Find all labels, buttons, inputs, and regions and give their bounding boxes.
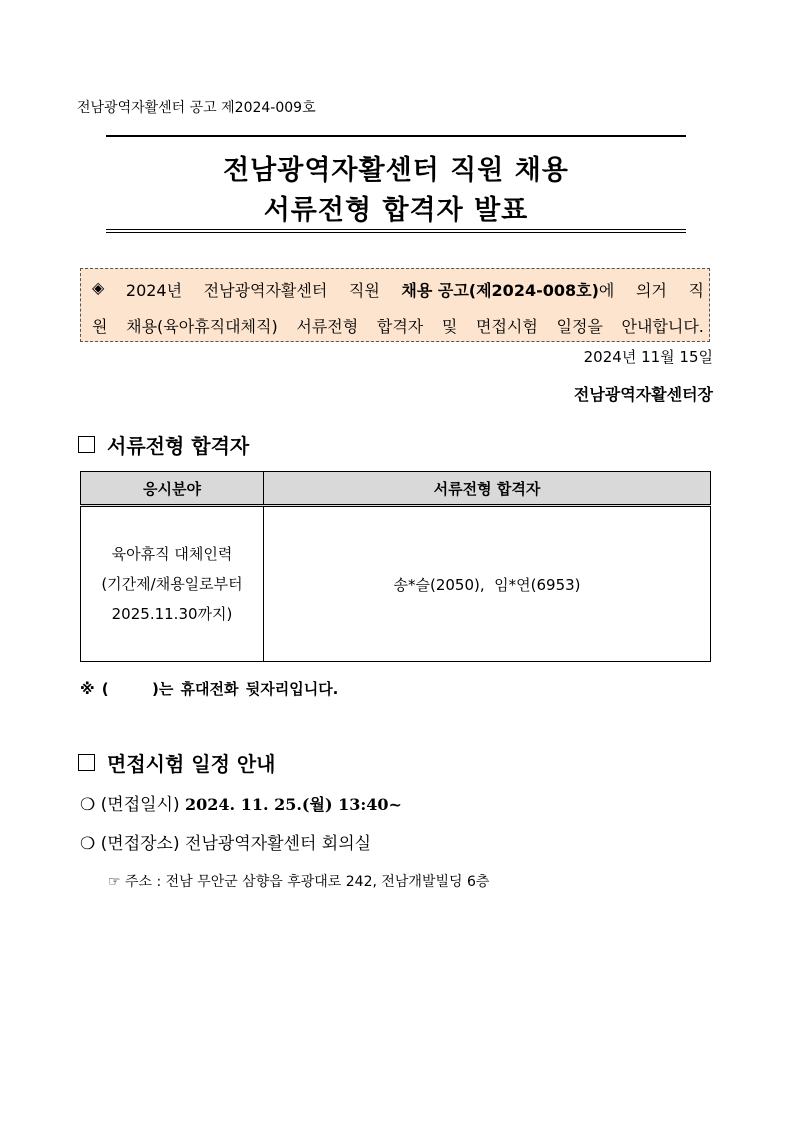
page-title-line2: 서류전형 합격자 발표: [263, 195, 529, 226]
table-cell-passers: 송*슬(2050), 임*연(6953): [264, 506, 711, 662]
summary-text: 직: [688, 281, 704, 300]
circle-bullet-icon: ❍: [80, 834, 96, 854]
summary-text: 의거: [635, 281, 667, 300]
square-bullet-icon: [78, 436, 95, 453]
summary-text: 전남광역자활센터: [203, 281, 328, 300]
issuer-name: 전남광역자활센터장: [573, 385, 713, 404]
interview-datetime: [80, 790, 402, 815]
interview-place: [80, 829, 371, 854]
results-table: [80, 471, 711, 662]
page-title-line1: 전남광역자활센터 직원 채용: [223, 155, 569, 186]
section-title: 면접시험 일정 안내: [107, 752, 276, 776]
announcement-date: 2024년 11월 15일: [583, 348, 713, 366]
table-header-passers: 서류전형 합격자: [264, 472, 711, 506]
summary-text: 면접시험: [476, 317, 538, 336]
summary-text-reference: 채용 공고(제2024-008호)에: [401, 281, 615, 300]
summary-text: 채용(육아휴직대체직): [126, 317, 278, 336]
summary-text: 원: [92, 317, 108, 336]
table-header-field: 응시분야: [81, 472, 264, 506]
table-cell-field: [81, 506, 264, 662]
field-line: 육아휴직 대체인력: [111, 545, 233, 563]
place-value: 전남광역자활센터 회의실: [185, 834, 372, 854]
field-line: 2025.11.30까지): [111, 605, 233, 623]
summary-text: 합격자: [376, 317, 424, 336]
summary-text: 및: [441, 317, 458, 336]
title-rule-top: [106, 135, 686, 137]
table-header-row: [81, 472, 711, 506]
summary-text: 일정을: [556, 317, 603, 336]
summary-text: 서류전형: [296, 317, 359, 336]
title-rule-bottom: [106, 229, 686, 230]
summary-bold-reference: 채용 공고(제2024-008호): [401, 281, 599, 300]
summary-text: 2024년: [125, 281, 183, 300]
summary-text: 안내합니다.: [621, 317, 704, 336]
summary-line-1: [92, 278, 704, 301]
footnote: ※ ( )는 휴대전화 뒷자리입니다.: [80, 680, 339, 698]
datetime-label: (면접일시): [100, 795, 180, 815]
summary-line-2: [92, 314, 704, 337]
section-title: 서류전형 합격자: [107, 434, 250, 458]
circle-bullet-icon: ❍: [80, 795, 96, 815]
title-rule-bottom-double: [106, 232, 686, 233]
summary-text: 직원: [348, 281, 380, 300]
notice-number: 전남광역자활센터 공고 제2024-009호: [77, 100, 316, 116]
field-line: (기간제/채용일로부터: [101, 575, 243, 593]
interview-address: ☞ 주소 : 전남 무안군 삼향읍 후광대로 242, 전남개발빌딩 6층: [108, 874, 490, 890]
section-heading-results: [78, 430, 249, 459]
section-heading-interview: [78, 748, 276, 777]
summary-marker: ◈: [92, 278, 105, 297]
square-bullet-icon: [78, 754, 95, 771]
table-row: [81, 506, 711, 662]
datetime-value: 2024. 11. 25.(월) 13:40~: [185, 795, 402, 814]
place-label: (면접장소): [100, 834, 180, 854]
